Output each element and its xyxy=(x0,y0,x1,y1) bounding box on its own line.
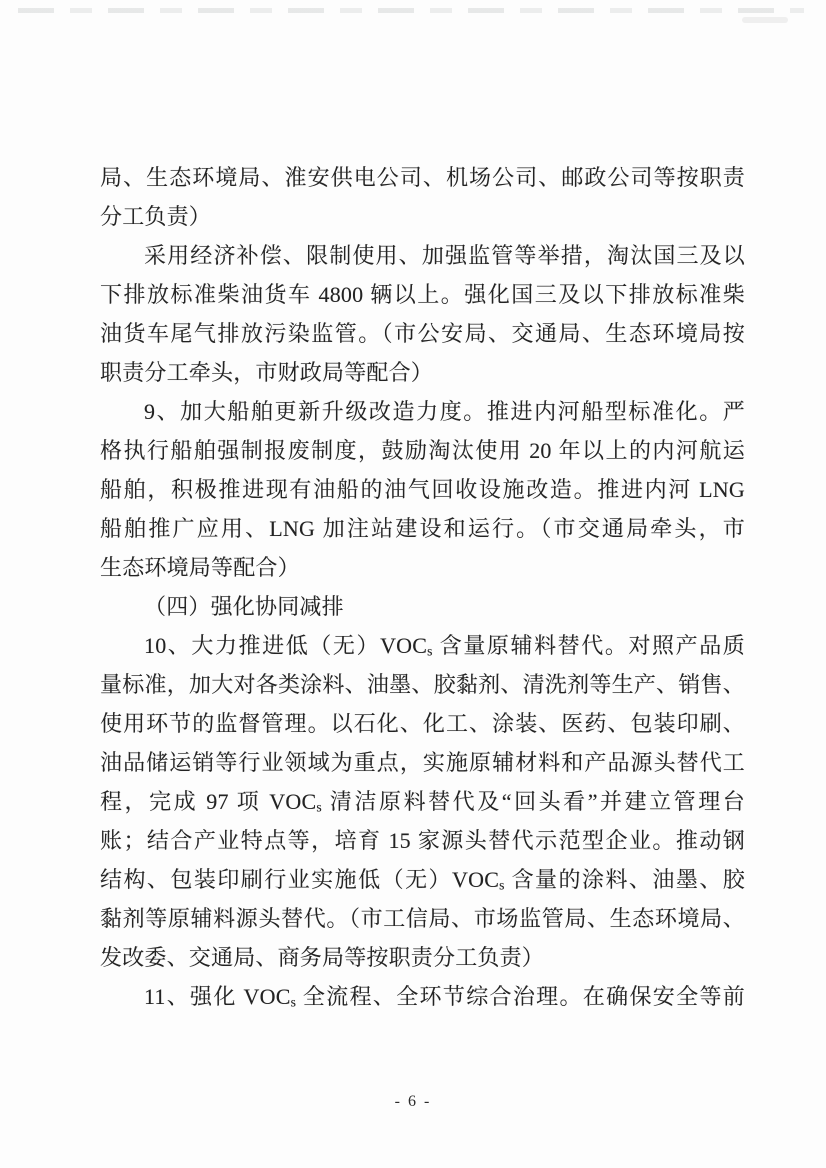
text-line: 格执行船舶强制报废制度，鼓励淘汰使用 20 年以上的内河航运 xyxy=(100,438,745,463)
scan-smudge xyxy=(742,17,788,23)
text-line: 11、强化 $VOC_s$ 全流程、全环节综合治理。在确保安全等前 xyxy=(144,984,745,1010)
text-line: 采用经济补偿、限制使用、加强监管等举措，淘汰国三及以 xyxy=(144,243,745,268)
text-line: 量标准，加大对各类涂料、油墨、胶黏剂、清洗剂等生产、销售、 xyxy=(100,672,745,697)
text-line: 黏剂等原辅料源头替代。（市工信局、市场监管局、生态环境局、 xyxy=(100,906,745,931)
text-line: 生态环境局等配合） xyxy=(100,555,300,580)
text-line: 下排放标准柴油货车 4800 辆以上。强化国三及以下排放标准柴 xyxy=(100,282,745,307)
page-number: - 6 - xyxy=(394,1093,432,1110)
text-line: 船舶推广应用、LNG 加注站建设和运行。（市交通局牵头，市 xyxy=(100,516,745,541)
text-line: 船舶，积极推进现有油船的油气回收设施改造。推进内河 LNG xyxy=(100,477,745,502)
text-line: 使用环节的监督管理。以石化、化工、涂装、医药、包装印刷、 xyxy=(100,711,745,736)
text-line: 油货车尾气排放污染监管。（市公安局、交通局、生态环境局按 xyxy=(100,321,745,346)
text-line: 职责分工牵头，市财政局等配合） xyxy=(100,360,434,385)
text-line: 10、大力推进低（无）$VOC_s$ 含量原辅料替代。对照产品质 xyxy=(144,633,745,659)
scan-artifact-top xyxy=(18,8,804,13)
text-line: 结构、包装印刷行业实施低（无）$VOC_s$ 含量的涂料、油墨、胶 xyxy=(100,867,745,893)
text-line: 发改委、交通局、商务局等按职责分工负责） xyxy=(100,945,545,970)
text-line: 油品储运销等行业领域为重点，实施原辅材料和产品源头替代工 xyxy=(100,750,745,775)
text-line: 分工负责） xyxy=(100,204,212,229)
page-footer xyxy=(0,1093,826,1111)
text-line: 9、加大船舶更新升级改造力度。推进内河船型标准化。严 xyxy=(144,399,745,424)
text-line: 账；结合产业特点等，培育 15 家源头替代示范型企业。推动钢 xyxy=(100,828,745,853)
document-body xyxy=(100,158,745,1016)
text-line: （四）强化协同减排 xyxy=(144,594,344,619)
text-line: 程，完成 97 项 $VOC_s$ 清洁原料替代及“回头看”并建立管理台 xyxy=(100,789,745,815)
text-line: 局、生态环境局、淮安供电公司、机场公司、邮政公司等按职责 xyxy=(100,165,745,190)
